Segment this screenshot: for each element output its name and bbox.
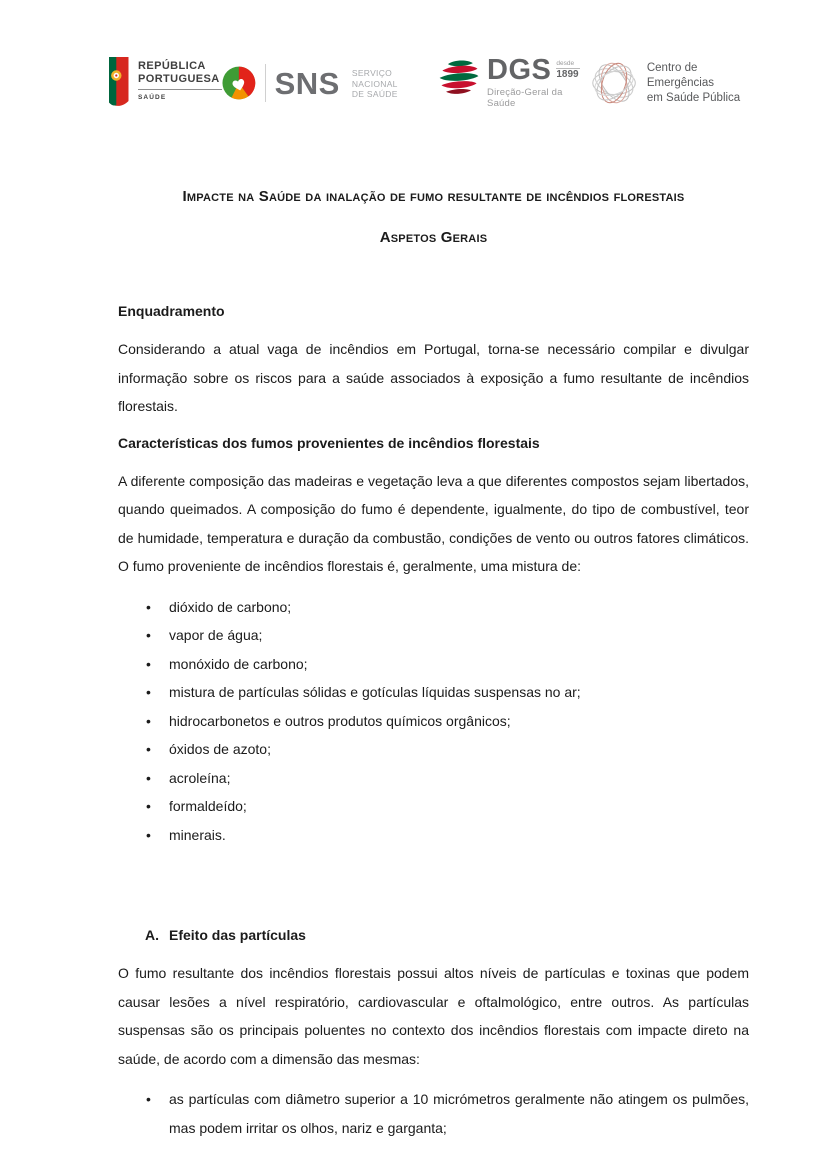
sns-tagline-2: DE SAÚDE bbox=[351, 89, 398, 100]
dgs-acronym: DGS bbox=[487, 54, 552, 86]
particle-size-list bbox=[118, 1085, 749, 1142]
list-item: • minerais. bbox=[118, 821, 749, 850]
document-title: Impacte na Saúde da inalação de fumo resultante de incêndios florestais bbox=[182, 188, 685, 205]
cesp-line2: em Saúde Pública bbox=[646, 91, 741, 104]
heading-letter: A. bbox=[145, 927, 159, 943]
paragraph-enquadramento: Considerando a atual vaga de incêndios em Portugal, torna-se necessário compilar e divulgar informação sobre os riscos para a saúde associados à exposição a fumo resultante de incêndios florestais. bbox=[118, 341, 749, 414]
logo-cesp bbox=[590, 58, 763, 108]
logo-sns bbox=[222, 64, 435, 102]
heading-enquadramento: Enquadramento bbox=[118, 303, 225, 319]
smoke-components-list bbox=[118, 593, 749, 850]
sns-tagline-1: SERVIÇO NACIONAL bbox=[351, 68, 398, 89]
dgs-subtitle: Direção-Geral da Saúde bbox=[487, 87, 563, 109]
list-item: • as partículas com diâmetro superior a 10 micrómetros geralmente não atingem os pulmões, mas podem irritar os olhos, nariz e garganta; bbox=[118, 1085, 749, 1142]
cesp-line1: Centro de Emergências bbox=[646, 61, 714, 89]
list-item: • óxidos de azoto; bbox=[118, 735, 749, 764]
list-item: • vapor de água; bbox=[118, 621, 749, 650]
dgs-sphere-icon bbox=[435, 57, 481, 97]
republica-line2: PORTUGUESA bbox=[138, 72, 220, 85]
sns-tagline bbox=[352, 66, 435, 100]
dgs-text bbox=[487, 54, 590, 109]
paragraph-caracteristicas: A diferente composição das madeiras e vegetação leva a que diferentes compostos sejam libertados, quando queimados. A composição do fumo é dependente, igualmente, do tipo de combustível, teor de humidade, temperatura e duração da combustão, condições de vento ou outros fatores climáticos. O fumo proveniente de incêndios florestais é, geralmente, uma mistura de: bbox=[118, 472, 749, 574]
list-item: • mistura de partículas sólidas e gotículas líquidas suspensas no ar; bbox=[118, 678, 749, 707]
sns-circle-heart-icon bbox=[222, 65, 256, 101]
portugal-flag-icon bbox=[106, 56, 131, 110]
paragraph-efeito-particulas: O fumo resultante dos incêndios florestais possui altos níveis de partículas e toxinas que podem causar lesões a nível respiratório, cardiovascular e oftalmológico, entre outros. As partículas suspensas são os principais poluentes no contexto dos incêndios florestais com impacte direto na saúde, de acordo com a dimensão das mesmas: bbox=[118, 965, 749, 1067]
republica-saude-label: SAÚDE bbox=[138, 94, 167, 101]
heading-efeito-particulas bbox=[145, 925, 749, 946]
logo-bar bbox=[106, 54, 763, 112]
document-subtitle: Aspetos Gerais bbox=[379, 229, 488, 246]
heading-text: Efeito das partículas bbox=[169, 927, 306, 943]
list-item: • acroleína; bbox=[118, 764, 749, 793]
dgs-since-year: 1899 bbox=[556, 69, 579, 80]
republica-line1: REPÚBLICA bbox=[138, 60, 206, 72]
dgs-since-word: desde bbox=[556, 60, 575, 67]
logo-dgs bbox=[435, 54, 590, 109]
list-item: • formaldeído; bbox=[118, 792, 749, 821]
dgs-since-badge bbox=[556, 57, 580, 80]
heading-caracteristicas: Características dos fumos provenientes de incêndios florestais bbox=[118, 434, 540, 451]
cesp-text bbox=[647, 61, 763, 106]
republica-portuguesa-text bbox=[138, 56, 222, 101]
list-item: • hidrocarbonetos e outros produtos químicos orgânicos; bbox=[118, 707, 749, 736]
republica-divider-rule bbox=[138, 89, 222, 90]
list-item: • dióxido de carbono; bbox=[118, 593, 749, 622]
list-item: • monóxido de carbono; bbox=[118, 650, 749, 679]
logo-republica-portuguesa bbox=[106, 56, 222, 110]
cesp-swirl-icon bbox=[590, 58, 638, 108]
sns-divider bbox=[265, 64, 266, 102]
document-content bbox=[118, 186, 749, 1142]
sns-acronym: SNS bbox=[274, 65, 340, 101]
